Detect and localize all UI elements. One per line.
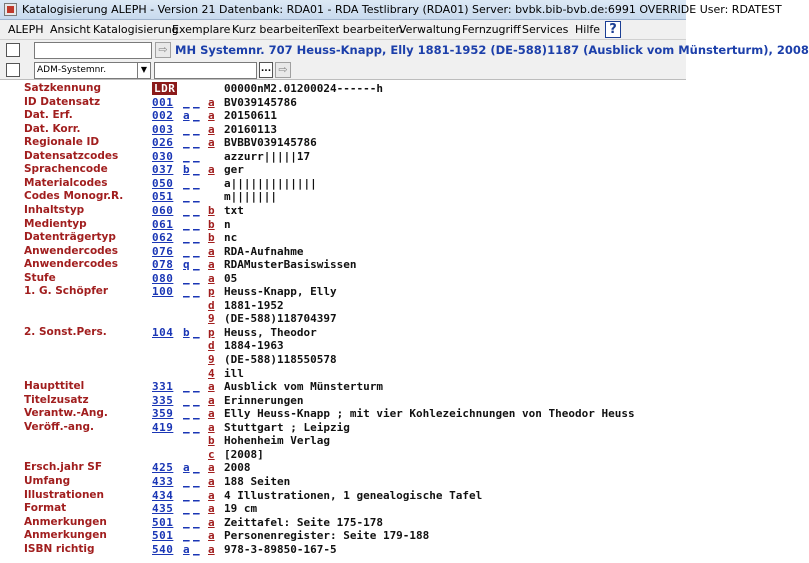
indicator-1[interactable]: a	[183, 542, 190, 556]
indicator-2[interactable]: _	[193, 136, 200, 150]
record-field-row[interactable]	[0, 285, 686, 299]
indicator-1[interactable]: _	[183, 217, 190, 231]
indicator-1[interactable]: _	[183, 149, 190, 163]
index-list-icon[interactable]	[6, 63, 20, 77]
record-field-row[interactable]	[0, 136, 686, 150]
indicator-1[interactable]: _	[183, 380, 190, 394]
record-field-row[interactable]	[0, 448, 686, 462]
menu-bar	[0, 20, 686, 40]
field-tag[interactable]: 104	[152, 325, 174, 339]
subfield-code[interactable]: a	[208, 136, 215, 150]
field-label: Medientyp	[24, 217, 87, 230]
chevron-down-icon[interactable]: ▼	[137, 63, 150, 78]
subfield-code[interactable]: p	[208, 325, 215, 339]
field-tag[interactable]: 501	[152, 529, 174, 543]
record-field-row[interactable]	[0, 218, 686, 232]
indicator-1[interactable]: _	[183, 393, 190, 407]
field-value[interactable]: 20160113	[224, 122, 277, 136]
indicator-2[interactable]: _	[193, 271, 200, 285]
field-tag[interactable]: 335	[152, 393, 174, 407]
record-headline: MH Systemnr. 707 Heuss-Knapp, Elly 1881-1952 (DE-588)1187 (Ausblick vom Münsterturm), 2008	[175, 43, 809, 57]
indicator-1[interactable]: _	[183, 420, 190, 434]
field-tag[interactable]: 434	[152, 488, 174, 502]
indicator-1[interactable]: _	[183, 176, 190, 190]
subfield-code[interactable]: d	[208, 298, 215, 312]
field-label: Codes Monogr.R.	[24, 190, 124, 203]
subfield-code[interactable]: a	[208, 380, 215, 394]
record-field-row[interactable]	[0, 231, 686, 245]
field-value[interactable]: 1881-1952	[224, 298, 284, 312]
field-value[interactable]: (DE-588)118704397	[224, 312, 337, 326]
menu-hilfe[interactable]: Hilfe	[575, 23, 601, 36]
indicator-2[interactable]: _	[193, 461, 200, 475]
indicator-2[interactable]: _	[193, 244, 200, 258]
index-toolbar	[0, 60, 686, 80]
record-field-row[interactable]	[0, 543, 686, 557]
subfield-code[interactable]: b	[208, 203, 215, 217]
indicator-1[interactable]: _	[183, 203, 190, 217]
subfield-code[interactable]: a	[208, 407, 215, 421]
indicator-1[interactable]: _	[183, 190, 190, 204]
search-go-button[interactable]: ⇨	[155, 42, 171, 58]
indicator-2[interactable]: _	[193, 258, 200, 272]
field-value[interactable]: (DE-588)118550578	[224, 353, 337, 366]
record-field-row[interactable]	[0, 272, 686, 286]
indicator-2[interactable]: _	[193, 149, 200, 163]
field-value[interactable]: 19 cm	[224, 502, 258, 516]
indicator-2[interactable]: _	[193, 407, 200, 421]
subfield-code[interactable]: a	[208, 271, 215, 285]
field-tag[interactable]: 026	[152, 136, 174, 150]
subfield-code[interactable]: a	[208, 529, 215, 543]
subfield-code[interactable]: a	[208, 109, 215, 123]
indicator-2[interactable]: _	[193, 163, 200, 177]
field-tag[interactable]: 100	[152, 285, 174, 299]
menu-fernzugriff[interactable]: Fernzugriff	[462, 23, 521, 36]
field-label: Datensatzcodes	[24, 149, 119, 162]
subfield-code[interactable]: a	[208, 420, 215, 434]
field-value[interactable]: 4 Illustrationen, 1 genealogische Tafel	[224, 488, 483, 502]
subfield-code[interactable]: a	[208, 461, 215, 475]
indicator-2[interactable]: _	[193, 515, 200, 529]
field-label: Haupttitel	[24, 380, 85, 393]
record-field-row[interactable]	[0, 421, 686, 435]
record-field-row[interactable]	[0, 394, 686, 408]
indicator-1[interactable]: _	[183, 231, 190, 245]
field-label: ISBN richtig	[24, 542, 95, 555]
field-label: Illustrationen	[24, 488, 105, 501]
field-value[interactable]: [2008]	[224, 447, 264, 461]
menu-ansicht[interactable]: Ansicht	[50, 23, 91, 36]
indicator-2[interactable]: _	[193, 502, 200, 516]
field-tag[interactable]: 030	[152, 149, 174, 163]
indicator-1[interactable]: _	[183, 515, 190, 529]
subfield-code[interactable]: a	[208, 393, 215, 407]
field-value[interactable]: 188 Seiten	[224, 474, 291, 488]
field-label: Dat. Korr.	[24, 122, 81, 135]
field-value[interactable]: nc	[224, 231, 238, 245]
field-value[interactable]: 20150611	[224, 109, 277, 123]
subfield-code[interactable]: a	[208, 515, 215, 529]
field-value[interactable]: RDAMusterBasiswissen	[224, 258, 357, 272]
record-field-row[interactable]	[0, 258, 686, 272]
record-field-row[interactable]	[0, 123, 686, 137]
window-title: Katalogisierung ALEPH - Version 21 Datenbank: RDA01 - RDA Testlibrary (RDA01) Server: bvbk.bib-bvb.de:6991 OVERRIDE User: RDATEST	[22, 3, 782, 16]
field-label: Satzkennung	[24, 82, 102, 94]
indicator-2[interactable]: _	[193, 474, 200, 488]
field-tag[interactable]: 080	[152, 271, 174, 285]
record-field-row[interactable]	[0, 150, 686, 164]
field-value[interactable]: Ausblick vom Münsterturm	[224, 380, 383, 394]
field-value[interactable]: Stuttgart ; Leipzig	[224, 420, 350, 434]
field-tag[interactable]: 001	[152, 95, 174, 109]
field-label: Sprachencode	[24, 163, 108, 176]
record-field-row[interactable]	[0, 489, 686, 503]
indicator-2[interactable]: _	[193, 285, 200, 299]
field-tag[interactable]: 501	[152, 515, 174, 529]
field-value[interactable]: BVBBV039145786	[224, 136, 317, 150]
indicator-1[interactable]: _	[183, 244, 190, 258]
record-field-row[interactable]	[0, 353, 686, 367]
record-field-row[interactable]	[0, 516, 686, 530]
indicator-1[interactable]: _	[183, 271, 190, 285]
record-field-row[interactable]	[0, 407, 686, 421]
indicator-1[interactable]: _	[183, 95, 190, 109]
field-value[interactable]: 978-3-89850-167-5	[224, 542, 337, 556]
field-label: Materialcodes	[24, 176, 108, 189]
record-field-row[interactable]	[0, 461, 686, 475]
subfield-code[interactable]: a	[208, 258, 215, 272]
indicator-1[interactable]: b	[183, 163, 190, 177]
field-tag[interactable]: 359	[152, 407, 174, 421]
record-field-row[interactable]	[0, 82, 686, 96]
subfield-code[interactable]: b	[208, 217, 215, 231]
indicator-1[interactable]: _	[183, 529, 190, 543]
record-field-row[interactable]	[0, 109, 686, 123]
field-label: Regionale ID	[24, 136, 100, 149]
indicator-1[interactable]: b	[183, 325, 190, 339]
field-value[interactable]: 00000nM2.01200024------h	[224, 82, 383, 95]
field-value[interactable]: Zeittafel: Seite 175-178	[224, 515, 383, 529]
field-value[interactable]: txt	[224, 203, 244, 217]
field-tag[interactable]: 003	[152, 122, 174, 136]
field-label: Format	[24, 502, 67, 515]
field-label: Veröff.-ang.	[24, 420, 94, 433]
subfield-code[interactable]: 9	[208, 353, 215, 366]
record-field-row[interactable]	[0, 163, 686, 177]
indicator-2[interactable]: _	[193, 393, 200, 407]
record-editor	[0, 82, 686, 563]
field-tag[interactable]: 435	[152, 502, 174, 516]
subfield-code[interactable]: 9	[208, 312, 215, 326]
menu-kurz-bearbeiten[interactable]: Kurz bearbeiten	[232, 23, 320, 36]
menu-services[interactable]: Services	[522, 23, 569, 36]
indicator-1[interactable]: _	[183, 285, 190, 299]
field-tag[interactable]: 425	[152, 461, 174, 475]
indicator-2[interactable]: _	[193, 190, 200, 204]
record-field-row[interactable]	[0, 190, 686, 204]
record-field-row[interactable]	[0, 96, 686, 110]
field-label: Anwendercodes	[24, 258, 119, 271]
record-field-row[interactable]	[0, 312, 686, 326]
subfield-code[interactable]: a	[208, 244, 215, 258]
field-value[interactable]: 05	[224, 271, 238, 285]
field-tag[interactable]: 433	[152, 474, 174, 488]
indicator-1[interactable]: q	[183, 258, 190, 272]
field-label: Ersch.jahr SF	[24, 461, 103, 474]
field-label: 1. G. Schöpfer	[24, 285, 109, 298]
indicator-2[interactable]: _	[193, 176, 200, 190]
subfield-code[interactable]: 4	[208, 366, 215, 380]
subfield-code[interactable]: a	[208, 163, 215, 177]
search-input[interactable]	[34, 42, 152, 59]
field-value[interactable]: Hohenheim Verlag	[224, 434, 330, 448]
field-value[interactable]: Heuss, Theodor	[224, 325, 317, 339]
subfield-code[interactable]: b	[208, 434, 215, 448]
field-value[interactable]: Personenregister: Seite 179-188	[224, 529, 430, 543]
field-value[interactable]: m|||||||	[224, 190, 277, 204]
subfield-code[interactable]: p	[208, 285, 215, 299]
index-input[interactable]	[154, 62, 257, 79]
field-label: ID Datensatz	[24, 95, 101, 108]
field-label: Titelzusatz	[24, 393, 89, 406]
field-value[interactable]: 2008	[224, 461, 251, 475]
record-field-row[interactable]	[0, 299, 686, 313]
field-value[interactable]: Heuss-Knapp, Elly	[224, 285, 337, 299]
field-value[interactable]: 1884-1963	[224, 339, 284, 353]
index-go-button[interactable]: ⇨	[275, 62, 291, 78]
app-icon	[4, 3, 17, 16]
indicator-1[interactable]: a	[183, 109, 190, 123]
indicator-2[interactable]: _	[193, 380, 200, 394]
field-label: 2. Sonst.Pers.	[24, 325, 107, 338]
indicator-2[interactable]: _	[193, 95, 200, 109]
subfield-code[interactable]: c	[208, 447, 215, 461]
field-label: Verantw.-Ang.	[24, 407, 108, 420]
subfield-code[interactable]: a	[208, 488, 215, 502]
field-tag[interactable]: 540	[152, 542, 174, 556]
subfield-code[interactable]: d	[208, 339, 215, 353]
menu-aleph[interactable]: ALEPH	[8, 23, 44, 36]
browse-button[interactable]: ...	[259, 62, 273, 78]
field-tag[interactable]: 078	[152, 258, 174, 272]
field-label: Anmerkungen	[24, 515, 107, 528]
subfield-code[interactable]: a	[208, 122, 215, 136]
field-label: Dat. Erf.	[24, 109, 73, 122]
field-label: Anwendercodes	[24, 244, 119, 257]
field-tag[interactable]: 419	[152, 420, 174, 434]
field-value[interactable]: azzurr|||||17	[224, 149, 311, 163]
field-tag[interactable]: 051	[152, 190, 174, 204]
indicator-2[interactable]: _	[193, 529, 200, 543]
field-value[interactable]: Erinnerungen	[224, 393, 304, 407]
indicator-1[interactable]: _	[183, 474, 190, 488]
indicator-2[interactable]: _	[193, 488, 200, 502]
menu-verwaltung[interactable]: Verwaltung	[399, 23, 461, 36]
indicator-2[interactable]: _	[193, 542, 200, 556]
field-value[interactable]: a|||||||||||||	[224, 176, 317, 190]
record-field-row[interactable]	[0, 204, 686, 218]
record-field-row[interactable]	[0, 245, 686, 259]
record-field-row[interactable]	[0, 339, 686, 353]
subfield-code[interactable]: b	[208, 231, 215, 245]
indicator-2[interactable]: _	[193, 325, 200, 339]
field-label: Datenträgertyp	[24, 231, 116, 244]
field-value[interactable]: RDA-Aufnahme	[224, 244, 304, 258]
field-tag[interactable]: 062	[152, 231, 174, 245]
field-label: Inhaltstyp	[24, 203, 85, 216]
field-tag[interactable]: 076	[152, 244, 174, 258]
indicator-1[interactable]: _	[183, 122, 190, 136]
field-tag[interactable]: 037	[152, 163, 174, 177]
field-label: Anmerkungen	[24, 529, 107, 542]
record-field-row[interactable]	[0, 177, 686, 191]
record-field-row[interactable]	[0, 380, 686, 394]
field-value[interactable]: Elly Heuss-Knapp ; mit vier Kohlezeichnungen von Theodor Heuss	[224, 407, 635, 421]
subfield-code[interactable]: a	[208, 542, 215, 556]
subfield-code[interactable]: a	[208, 95, 215, 109]
indicator-2[interactable]: _	[193, 109, 200, 123]
field-value[interactable]: ger	[224, 163, 244, 177]
field-value[interactable]: BV039145786	[224, 95, 297, 109]
indicator-1[interactable]: _	[183, 488, 190, 502]
indicator-2[interactable]: _	[193, 231, 200, 245]
subfield-code[interactable]: a	[208, 502, 215, 516]
menu-exemplare[interactable]: Exemplare	[172, 23, 231, 36]
indicator-1[interactable]: a	[183, 461, 190, 475]
field-value[interactable]: n	[224, 217, 231, 231]
record-field-row[interactable]	[0, 434, 686, 448]
field-label: Stufe	[24, 271, 56, 284]
indicator-1[interactable]: _	[183, 502, 190, 516]
indicator-2[interactable]: _	[193, 203, 200, 217]
record-field-row[interactable]	[0, 367, 686, 381]
indicator-2[interactable]: _	[193, 420, 200, 434]
menu-text-bearbeiten[interactable]: Text bearbeiten	[317, 23, 403, 36]
search-history-icon[interactable]	[6, 43, 20, 57]
field-tag[interactable]: 002	[152, 109, 174, 123]
field-value[interactable]: ill	[224, 366, 244, 380]
field-tag[interactable]: 050	[152, 176, 174, 190]
record-field-row[interactable]	[0, 326, 686, 340]
indicator-2[interactable]: _	[193, 217, 200, 231]
help-icon[interactable]: ?	[605, 21, 621, 38]
field-label: Umfang	[24, 474, 71, 487]
field-tag[interactable]: 060	[152, 203, 174, 217]
record-field-row[interactable]	[0, 475, 686, 489]
record-field-row[interactable]	[0, 529, 686, 543]
menu-katalogisierung[interactable]: Katalogisierung	[93, 23, 179, 36]
index-select[interactable]: ADM-Systemnr.	[34, 62, 151, 79]
record-field-row[interactable]	[0, 502, 686, 516]
field-tag[interactable]: LDR	[154, 82, 176, 95]
indicator-2[interactable]: _	[193, 122, 200, 136]
field-tag[interactable]: 061	[152, 217, 174, 231]
subfield-code[interactable]: a	[208, 474, 215, 488]
title-bar	[0, 0, 782, 20]
indicator-1[interactable]: _	[183, 136, 190, 150]
indicator-1[interactable]: _	[183, 407, 190, 421]
field-tag[interactable]: 331	[152, 380, 174, 394]
